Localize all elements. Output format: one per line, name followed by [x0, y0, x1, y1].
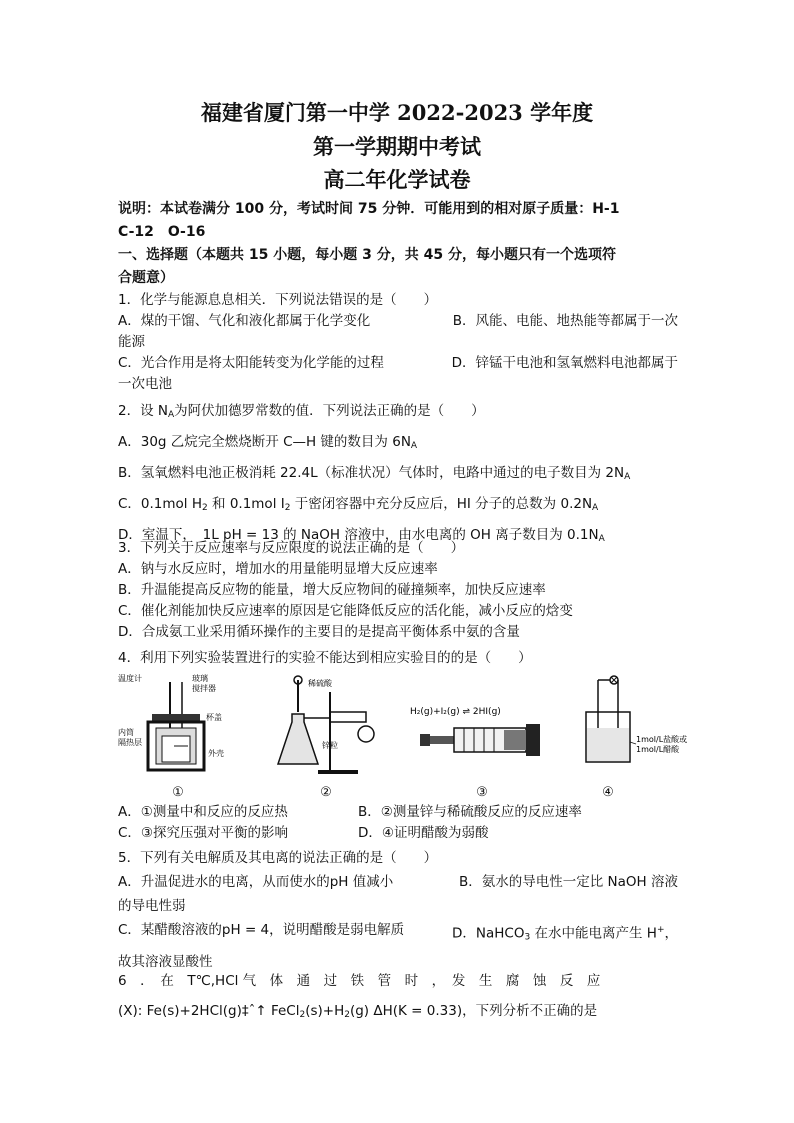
figure-4-label-solution-2: 1mol/L醋酸 — [636, 745, 680, 754]
calorimeter-drawing — [118, 672, 238, 782]
figure-1-number: ① — [172, 785, 184, 800]
question-2 — [118, 398, 678, 553]
instructions — [118, 198, 678, 290]
question-1-option-d-continued: 一次电池 — [118, 376, 172, 392]
figure-1-label-stirrer-line1: 玻璃 — [192, 674, 208, 683]
reaction-rate-drawing — [268, 672, 388, 782]
figure-1-label-lid: 杯盖 — [206, 713, 222, 722]
question-2-option-d: D．室温下， 1L pH = 13 的 NaOH 溶液中，由水电离的 OH 离子数目为 $0.1N_A$ — [118, 527, 605, 544]
exam-title-subject: 高二年化学试卷 — [323, 167, 471, 192]
question-5-options-ab — [118, 870, 678, 894]
question-1-options-ab — [118, 311, 678, 332]
figure-3-equation: H₂(g)+I₂(g) ⇌ 2HI(g) — [410, 707, 501, 717]
figure-1-label-shell: 外壳 — [208, 749, 224, 758]
figure-1-label-stirrer-line2: 搅拌器 — [192, 684, 216, 693]
question-4-option-a: A．①测量中和反应的反应热 — [118, 804, 288, 820]
figure-2-label-acid: 稀硫酸 — [308, 679, 332, 688]
figure-4-conductivity — [578, 672, 688, 800]
question-4-options-cd — [118, 823, 678, 844]
exam-title-school: 福建省厦门第一中学 2022-2023 学年度 — [200, 100, 594, 125]
question-6 — [118, 966, 678, 1030]
figure-2-reaction-rate — [268, 672, 388, 800]
question-1-option-a: A．煤的干馏、气化和液化都属于化学变化 — [118, 313, 371, 329]
question-4-option-c: C．③探究压强对平衡的影响 — [118, 825, 289, 841]
question-1-option-d: D．锌锰干电池和氢氧燃料电池都属于 — [451, 355, 678, 371]
question-5-option-d-continued: 故其溶液显酸性 — [118, 953, 213, 970]
question-5-option-c: C．某醋酸溶液的pH = 4，说明醋酸是弱电解质 — [118, 922, 405, 938]
figure-4-label-solution-1: 1mol/L盐酸或 — [636, 735, 688, 744]
section-heading-line-2: 合题意） — [118, 270, 174, 286]
section-heading-line-1: 一、选择题（本题共 15 小题，每小题 3 分，共 45 分，每小题只有一个选项符 — [118, 247, 616, 263]
question-5-option-b: B．氨水的导电性一定比 NaOH 溶液 — [459, 874, 678, 890]
question-4-options — [118, 802, 678, 844]
question-3-option-d: D．合成氨工业采用循环操作的主要目的是提高平衡体系中氨的含量 — [118, 624, 520, 640]
question-2-option-b: B．氢氧燃料电池正极消耗 22.4L（标准状况）气体时，电路中通过的电子数目为 $2N_A$ — [118, 465, 631, 482]
question-1-option-c: C．光合作用是将太阳能转变为化学能的过程 — [118, 355, 384, 371]
figure-4-number: ④ — [602, 785, 614, 800]
question-4-stem: 4．利用下列实验装置进行的实验不能达到相应实验目的的是（ ） — [118, 650, 532, 666]
figure-1-calorimeter — [118, 672, 238, 800]
question-3-option-b: B．升温能提高反应物的能量，增大反应物间的碰撞频率，加快反应速率 — [118, 582, 546, 598]
question-1 — [118, 290, 678, 395]
question-5-stem: 5．下列有关电解质及其电离的说法正确的是（ ） — [118, 850, 438, 866]
question-1-stem: 1．化学与能源息息相关．下列说法错误的是（ ） — [118, 292, 438, 308]
question-3-option-a: A．钠与水反应时，增加水的用量能明显增大反应速率 — [118, 561, 438, 577]
question-2-option-a: A．30g 乙烷完全燃烧断开 C—H 键的数目为 $6N_A$ — [118, 434, 418, 451]
question-2-option-c: C．0.1mol $H_2$ 和 0.1mol $I_2$ 于密闭容器中充分反应后，HI 分子的总数为 $0.2N_A$ — [118, 496, 599, 513]
figure-1-label-insulation: 隔热层 — [118, 738, 142, 747]
question-5-option-a: A．升温促进水的电离，从而使水的pH 值减小 — [118, 874, 394, 890]
question-3-option-c: C．催化剂能加快反应速率的原因是它能降低反应的活化能，减小反应的焓变 — [118, 603, 573, 619]
question-4-options-ab — [118, 802, 678, 823]
syringe-drawing — [408, 672, 558, 782]
exam-title-term: 第一学期期中考试 — [313, 134, 481, 159]
figure-3-pressure-equilibrium — [408, 672, 558, 800]
question-3 — [118, 538, 678, 643]
apparatus-figures — [118, 672, 688, 800]
question-6-line-1: 6 ． 在 T℃,HCl 气 体 通 过 铁 管 时 ， 发 生 腐 蚀 反 应 — [118, 973, 601, 989]
question-1-option-b-continued: 能源 — [118, 334, 145, 350]
figure-2-number: ② — [320, 785, 332, 800]
instructions-line-1: 说明：本试卷满分 100 分，考试时间 75 分钟．可能用到的相对原子质量：H-1 — [118, 201, 620, 217]
figure-1-label-inner: 内筒 — [118, 728, 134, 737]
question-4-option-d: D．④证明醋酸为弱酸 — [358, 825, 489, 841]
question-5 — [118, 846, 678, 974]
question-2-stem: 2．设 $N_A$为阿伏加德罗常数的值．下列说法正确的是（ ） — [118, 403, 485, 420]
conductivity-drawing — [578, 672, 688, 782]
question-5-option-b-continued: 的导电性弱 — [118, 898, 186, 914]
figure-2-label-zinc: 锌粒 — [322, 741, 338, 750]
figure-3-number: ③ — [476, 785, 488, 800]
question-4-option-b: B．②测量锌与稀硫酸反应的反应速率 — [358, 804, 582, 820]
question-5-options-cd — [118, 918, 678, 950]
figure-1-label-thermometer: 温度计 — [118, 674, 142, 683]
question-6-line-2: (X): Fe(s)+2HCl(g)‡ˆ↑ $FeCl_2(s)+H_2(g) \Delta H(K = 0.33)$，下列分析不正确的是 — [118, 1003, 598, 1020]
question-3-stem: 3．下列关于反应速率与反应限度的说法正确的是（ ） — [118, 540, 465, 556]
question-1-option-b: B．风能、电能、地热能等都属于一次 — [452, 313, 678, 329]
question-5-option-d: D．NaHCO$_3$ 在水中能电离产生 H+， — [452, 925, 678, 943]
instructions-line-2: C-12 O-16 — [118, 224, 206, 240]
question-1-options-cd — [118, 353, 678, 374]
